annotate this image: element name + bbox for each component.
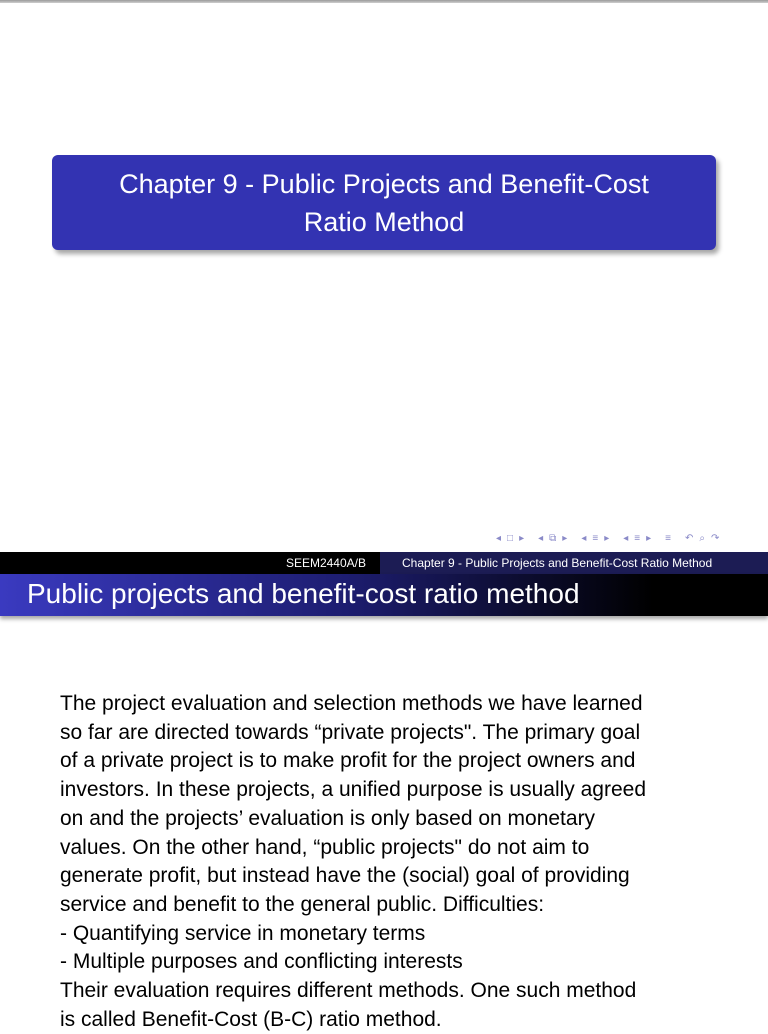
body-line: on and the projects’ evaluation is only based on monetary: [60, 806, 596, 830]
chapter-title-line-2: Ratio Method: [303, 206, 465, 237]
body-line: service and benefit to the general public. Difficulties:: [60, 892, 545, 916]
slide-body-text: [60, 690, 720, 1034]
body-line: so far are directed towards “private projects". The primary goal: [60, 720, 641, 744]
chapter-title-box: [52, 155, 716, 250]
nav-forward-icon[interactable]: ↷: [710, 533, 720, 544]
body-line: - Multiple purposes and conflicting interests: [60, 950, 463, 974]
body-line: values. On the other hand, “public projects" do not aim to: [60, 835, 590, 859]
body-line: of a private project is to make profit for the project owners and: [60, 749, 636, 773]
nav-align-icon[interactable]: ≡: [665, 533, 671, 544]
nav-back-icon[interactable]: ↶: [684, 533, 694, 544]
nav-prev-subsection-icon[interactable]: ◂: [538, 533, 544, 544]
nav-section-icon[interactable]: ≡: [592, 533, 599, 544]
chapter-title-line-1: Chapter 9 - Public Projects and Benefit-Cost: [119, 168, 649, 199]
top-edge-rule: [0, 0, 768, 3]
chapter-title: [74, 165, 694, 241]
footer-course-code: SEEM2440A/B: [0, 552, 380, 574]
nav-next-doc-icon[interactable]: ▸: [646, 533, 652, 544]
body-line: is called Benefit-Cost (B-C) ratio method.: [60, 1007, 442, 1031]
body-line: investors. In these projects, a unified purpose is usually agreed: [60, 778, 647, 802]
frame-title: Public projects and benefit-cost ratio method: [27, 578, 580, 609]
nav-next-section-icon[interactable]: ▸: [604, 533, 610, 544]
nav-find-icon[interactable]: ⌕: [699, 533, 705, 544]
nav-next-subsection-icon[interactable]: ▸: [562, 533, 568, 544]
nav-frame-icon[interactable]: □: [507, 533, 514, 544]
frame-title-bar: [0, 574, 768, 616]
body-line: The project evaluation and selection methods we have learned: [60, 692, 643, 715]
body-line: - Quantifying service in monetary terms: [60, 921, 426, 945]
beamer-navigation-bar: [496, 532, 764, 546]
nav-prev-frame-icon[interactable]: ◂: [496, 533, 502, 544]
nav-prev-section-icon[interactable]: ◂: [581, 533, 587, 544]
body-line: Their evaluation requires different methods. One such method: [60, 979, 637, 1003]
footer-chapter-title: Chapter 9 - Public Projects and Benefit-Cost Ratio Method: [380, 552, 768, 574]
slide-footer: [0, 552, 768, 574]
nav-doc-icon[interactable]: ≡: [634, 533, 641, 544]
nav-prev-doc-icon[interactable]: ◂: [623, 533, 629, 544]
body-line: generate profit, but instead have the (social) goal of providing: [60, 864, 630, 888]
nav-next-frame-icon[interactable]: ▸: [519, 533, 525, 544]
nav-subsection-icon[interactable]: ⧉: [549, 533, 557, 544]
